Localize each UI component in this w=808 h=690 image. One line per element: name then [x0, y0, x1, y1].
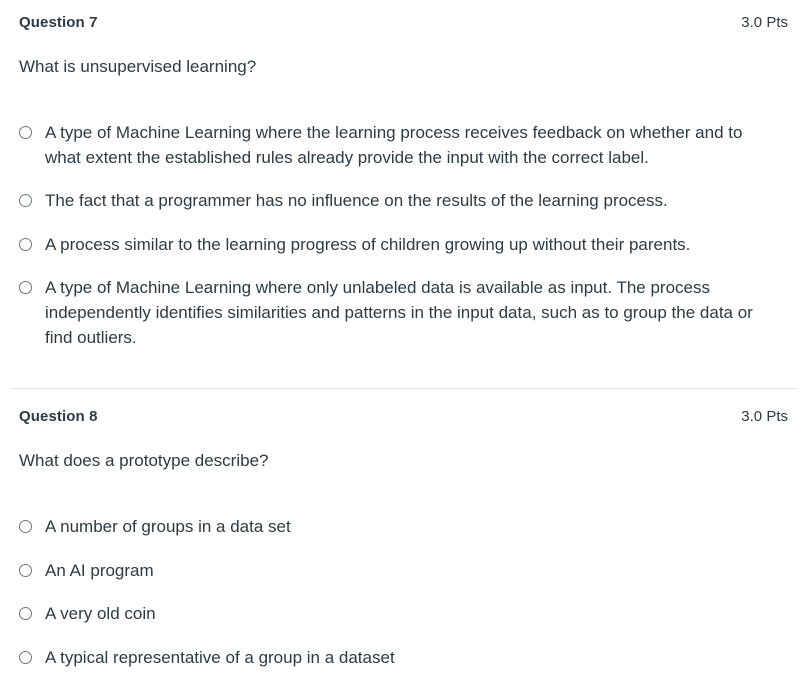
radio-button[interactable]: [19, 520, 32, 533]
question-number: Question 8: [19, 408, 98, 425]
answer-option[interactable]: [18, 122, 778, 170]
question-text: What does a prototype describe?: [19, 451, 269, 470]
answer-label: An AI program: [45, 561, 154, 580]
answer-label: A process similar to the learning progress of children growing up without their parents.: [45, 235, 691, 254]
answer-option[interactable]: [18, 603, 778, 626]
answer-label: A typical representative of a group in a dataset: [45, 648, 395, 667]
answer-label: A type of Machine Learning where only unlabeled data is available as input. The process independently identifies similarities and patterns in the input data, such as to group the data or find outliers.: [45, 278, 753, 347]
answer-label: The fact that a programmer has no influence on the results of the learning process.: [45, 191, 668, 210]
question-divider: [12, 388, 796, 389]
answer-option[interactable]: [18, 647, 778, 670]
answer-option[interactable]: [18, 277, 778, 350]
radio-button[interactable]: [19, 651, 32, 664]
question-text: What is unsupervised learning?: [19, 57, 257, 76]
radio-button[interactable]: [19, 564, 32, 577]
radio-button[interactable]: [19, 281, 32, 294]
answer-option[interactable]: [18, 516, 778, 539]
radio-button[interactable]: [19, 607, 32, 620]
answer-label: A type of Machine Learning where the learning process receives feedback on whether and to what extent the established rules already provide the input with the correct label.: [45, 123, 743, 167]
answer-label: A very old coin: [45, 604, 156, 623]
answer-option[interactable]: [18, 190, 778, 213]
question-points: 3.0 Pts: [741, 408, 788, 425]
answer-label: A number of groups in a data set: [45, 517, 291, 536]
radio-button[interactable]: [19, 194, 32, 207]
question-number: Question 7: [19, 14, 98, 31]
radio-button[interactable]: [19, 126, 32, 139]
question-points: 3.0 Pts: [741, 14, 788, 31]
question-header: [19, 14, 788, 34]
answer-option[interactable]: [18, 234, 778, 257]
question-8: [0, 396, 808, 690]
radio-button[interactable]: [19, 238, 32, 251]
answer-option[interactable]: [18, 560, 778, 583]
question-header: [19, 408, 788, 428]
